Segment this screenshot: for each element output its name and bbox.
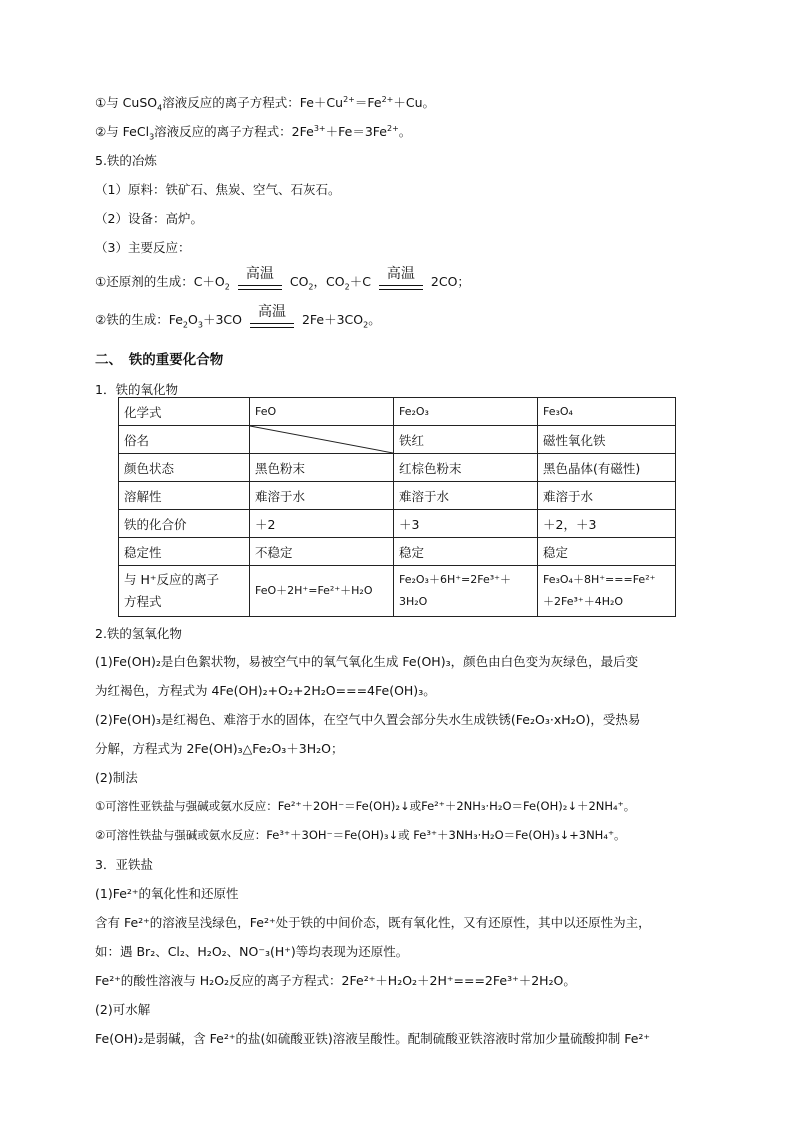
table-cell: 稳定性 bbox=[119, 538, 250, 566]
table-row bbox=[119, 510, 676, 538]
table-row bbox=[119, 538, 676, 566]
paragraph-line: ①可溶性亚铁盐与强碱或氨水反应：Fe²⁺＋2OH⁻＝Fe(OH)₂↓或Fe²⁺＋2NH₃·H₂O＝Fe(OH)₂↓＋2NH₄⁺。 bbox=[95, 799, 636, 813]
paragraph-line: (1)Fe(OH)₂是白色絮状物，易被空气中的氧气氧化生成 Fe(OH)₃，颜色由白色变为灰绿色，最后变 bbox=[95, 654, 639, 669]
table-header-row bbox=[119, 398, 676, 426]
table-cell: ＋2，＋3 bbox=[538, 510, 676, 538]
section-heading: 二、 铁的重要化合物 bbox=[95, 352, 224, 368]
table-row bbox=[119, 454, 676, 482]
high-temp-condition: 高温 bbox=[250, 310, 294, 332]
table-cell: 难溶于水 bbox=[538, 482, 676, 510]
table-cell: 红棕色粉末 bbox=[394, 454, 538, 482]
paragraph-line: Fe(OH)₂是弱碱，含 Fe²⁺的盐(如硫酸亚铁)溶液呈酸性。配制硫酸亚铁溶液时常加少量硫酸抑制 Fe²⁺ bbox=[95, 1031, 651, 1046]
table-cell: ＋3 bbox=[394, 510, 538, 538]
table-row bbox=[119, 482, 676, 510]
subheading: (1)Fe²⁺的氧化性和还原性 bbox=[95, 886, 239, 901]
table-cell: FeO＋2H⁺=Fe²⁺＋H₂O bbox=[250, 566, 394, 617]
table-row bbox=[119, 426, 676, 454]
table-cell: 铁的化合价 bbox=[119, 510, 250, 538]
table-cell: FeO bbox=[250, 398, 394, 426]
paragraph-line: 为红褐色，方程式为 4Fe(OH)₂+O₂+2H₂O===4Fe(OH)₃。 bbox=[95, 683, 436, 698]
smelting-equipment: （2）设备：高炉。 bbox=[95, 211, 203, 226]
smelting-main-reaction: （3）主要反应： bbox=[95, 240, 191, 255]
table-cell: 化学式 bbox=[119, 398, 250, 426]
cuso4-reaction: ①与 CuSO$_4$溶液反应的离子方程式：$Fe+Cu^{2+}=Fe^{2+}+Cu$。 bbox=[95, 94, 436, 113]
empty-diagonal-cell bbox=[250, 426, 394, 454]
document-body bbox=[95, 88, 735, 403]
table-cell: 稳定 bbox=[394, 538, 538, 566]
table-cell: 不稳定 bbox=[250, 538, 394, 566]
paragraph-line: 分解，方程式为 2Fe(OH)₃△Fe₂O₃＋3H₂O； bbox=[95, 741, 344, 756]
paragraph-line: Fe²⁺的酸性溶液与 H₂O₂反应的离子方程式：2Fe²⁺＋H₂O₂＋2H⁺===2Fe³⁺＋2H₂O。 bbox=[95, 973, 576, 988]
table-cell: 与 H⁺反应的离子 方程式 bbox=[119, 566, 250, 617]
table-cell: 溶解性 bbox=[119, 482, 250, 510]
table-cell: 颜色状态 bbox=[119, 454, 250, 482]
table-cell: Fe₃O₄ bbox=[538, 398, 676, 426]
table-cell: 难溶于水 bbox=[394, 482, 538, 510]
high-temp-condition: 高温 bbox=[238, 272, 282, 294]
iron-oxides-table bbox=[118, 397, 676, 617]
paragraph-line: 如：遇 Br₂、Cl₂、H₂O₂、NO⁻₃(H⁺)等均表现为还原性。 bbox=[95, 944, 409, 959]
smelting-raw-materials: （1）原料：铁矿石、焦炭、空气、石灰石。 bbox=[95, 182, 341, 197]
reducer-generation: ①还原剂的生成：$C+O_2$ 高温 $CO_2$，$CO_2+C$ 高温 2CO； bbox=[95, 265, 470, 292]
fecl3-reaction: ②与 FeCl$_3$溶液反应的离子方程式：$2Fe^{3+}+Fe=3Fe^{2+}$。 bbox=[95, 123, 412, 142]
table-cell: 难溶于水 bbox=[250, 482, 394, 510]
table-cell: 黑色粉末 bbox=[250, 454, 394, 482]
table-cell: 俗名 bbox=[119, 426, 250, 454]
hydroxides-title: 2.铁的氢氧化物 bbox=[95, 626, 182, 641]
table-cell: Fe₂O₃ bbox=[394, 398, 538, 426]
paragraph-line: 含有 Fe²⁺的溶液呈浅绿色，Fe²⁺处于铁的中间价态，既有氧化性，又有还原性，其中以还原性为主， bbox=[95, 915, 651, 930]
document-body-continued bbox=[95, 620, 735, 1053]
subheading: (2)可水解 bbox=[95, 1002, 151, 1017]
table-cell: 铁红 bbox=[394, 426, 538, 454]
table-row bbox=[119, 566, 676, 617]
oxides-title: 1．铁的氧化物 bbox=[95, 382, 178, 397]
high-temp-condition: 高温 bbox=[379, 272, 423, 294]
table-cell: Fe₂O₃＋6H⁺=2Fe³⁺＋ 3H₂O bbox=[394, 566, 538, 617]
table-cell: 黑色晶体(有磁性) bbox=[538, 454, 676, 482]
paragraph-line: ②可溶性铁盐与强碱或氨水反应：Fe³⁺＋3OH⁻＝Fe(OH)₃↓或 Fe³⁺＋3NH₃·H₂O＝Fe(OH)₃↓+3NH₄⁺。 bbox=[95, 828, 626, 842]
paragraph-line: (2)Fe(OH)₃是红褐色、难溶于水的固体，在空气中久置会部分失水生成铁锈(Fe₂O₃·xH₂O)，受热易 bbox=[95, 712, 641, 727]
ferrous-title: 3．亚铁盐 bbox=[95, 857, 153, 872]
prep-title: (2)制法 bbox=[95, 770, 138, 785]
table-cell: ＋2 bbox=[250, 510, 394, 538]
table-cell: 磁性氧化铁 bbox=[538, 426, 676, 454]
table-cell: 稳定 bbox=[538, 538, 676, 566]
smelting-title: 5.铁的冶炼 bbox=[95, 153, 157, 168]
table-cell: Fe₃O₄＋8H⁺===Fe²⁺ ＋2Fe³⁺＋4H₂O bbox=[538, 566, 676, 617]
iron-generation: ②铁的生成：$Fe_2O_3+3CO$ 高温 $2Fe+3CO_2$。 bbox=[95, 303, 381, 330]
